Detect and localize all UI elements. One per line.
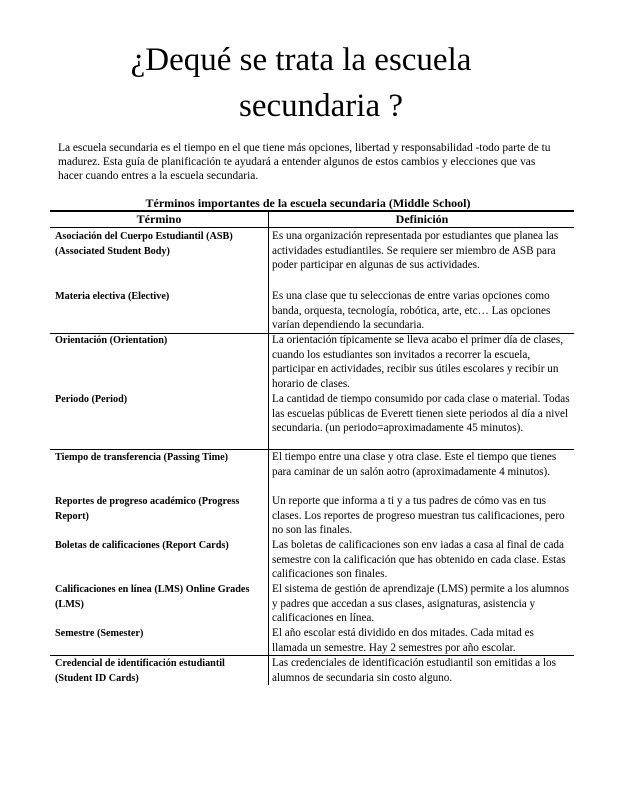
term-cell: Reportes de progreso académico (Progress Report) xyxy=(55,496,240,522)
term-cell: Asociación del Cuerpo Estudiantil (ASB) (Associated Student Body) xyxy=(55,231,233,257)
definition-cell: La cantidad de tiempo consumido por cada clase o material. Todas las escuelas públicas de Everett tienen siete periodos al día a nivel secundaria. (un periodo=aproximadamente 45 minutos). xyxy=(272,393,570,434)
definition-cell: El tiempo entre una clase y otra clase. Este el tiempo que tienes para caminar de un salón aotro (aproximadamente 4 minutos). xyxy=(272,451,557,478)
definition-cell: El año escolar está dividido en dos mitades. Cada mitad es llamada un semestre. Hay 2 semestres por año escolar. xyxy=(272,627,534,654)
definition-cell: El sistema de gestión de aprendizaje (LMS) permite a los alumnos y padres que accedan a sus clases, asignaturas, asistencia y calificaciones en línea. xyxy=(272,583,570,624)
term-cell: Semestre (Semester) xyxy=(55,628,144,639)
term-cell: Tiempo de transferencia (Passing Time) xyxy=(55,452,228,463)
term-cell: Credencial de identificación estudiantil (Student ID Cards) xyxy=(55,658,225,684)
header-term: Término xyxy=(136,212,182,226)
term-cell: Orientación (Orientation) xyxy=(55,335,168,346)
definition-cell: Las boletas de calificaciones son env iadas a casa al final de cada semestre con la calificación que has obtenido en cada clase. Estas calificaciones son finales. xyxy=(272,539,566,580)
header-definition: Definición xyxy=(395,212,449,226)
definition-cell: Es una clase que tu seleccionas de entre varias opciones como banda, orquesta, tecnología, robótica, arte, etc… Las opciones varían dependiendo la secundaria. xyxy=(272,290,551,331)
column-divider xyxy=(268,210,269,685)
definition-cell: Un reporte que informa a ti y a tus padres de cómo vas en tus clases. Los reportes de progreso muestran tus calificaciones, pero no son las finales. xyxy=(272,495,565,536)
term-cell: Periodo (Period) xyxy=(55,394,128,405)
term-cell: Boletas de calificaciones (Report Cards) xyxy=(55,540,229,551)
term-cell: Materia electiva (Elective) xyxy=(55,291,170,302)
title-line-1: ¿Dequé se trata la escuela xyxy=(130,42,472,78)
title-line-2: secundaria ? xyxy=(239,88,403,124)
definition-cell: Las credenciales de identificación estudiantil son emitidas a los alumnos de secundaria sin costo alguno. xyxy=(272,657,556,684)
intro-paragraph: La escuela secundaria es el tiempo en el que tiene más opciones, libertad y responsabilidad -todo parte de tu madurez. Esta guía de planificación te ayudará a entender algunos de estos cambios y elecciones que vas hacer cuando entres a la escuela secundaria. xyxy=(58,142,551,182)
table-title: Términos importantes de la escuela secundaria (Middle School) xyxy=(145,196,471,210)
term-cell: Calificaciones en línea (LMS) Online Grades (LMS) xyxy=(55,584,250,610)
header-rule xyxy=(50,227,574,228)
definition-cell: Es una organización representada por estudiantes que planea las actividades estudiantiles. Se requiere ser miembro de ASB para poder participar en algunas de sus actividades. xyxy=(272,230,559,271)
definition-cell: La orientación típicamente se lleva acabo el primer día de clases, cuando los estudiantes son invitados a recorrer la escuela, participar en actividades, recibir sus útiles escolares y recibir un horario de clases. xyxy=(272,334,564,390)
